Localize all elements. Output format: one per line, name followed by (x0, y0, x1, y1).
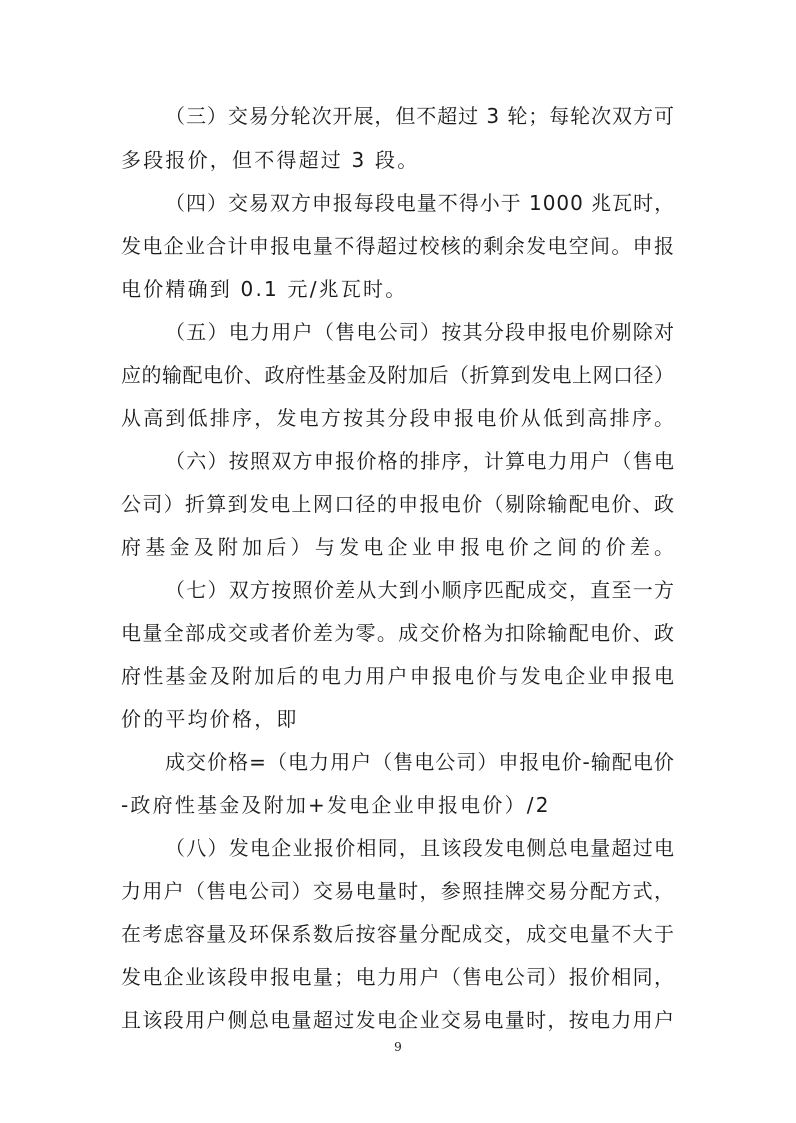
text-line (0, 914, 796, 954)
line-text: （八）发电企业报价相同，且该段发电侧总电量超过电 (165, 836, 676, 860)
text-line (0, 699, 796, 739)
line-text: 价的平均价格，即 (121, 707, 299, 731)
line-text: 电量全部成交或者价差为零。成交价格为扣除输配电价、政 (121, 621, 676, 645)
page-number: 9 (394, 1040, 402, 1054)
text-line (0, 441, 796, 481)
text-line (0, 1000, 796, 1040)
text-line (0, 785, 796, 825)
text-line (0, 398, 796, 438)
text-line (0, 871, 796, 911)
line-text: 发电企业该段申报电量；电力用户（售电公司）报价相同， (121, 965, 676, 989)
line-text: （六）按照双方申报价格的排序，计算电力用户（售电 (165, 449, 676, 473)
text-line (0, 269, 796, 309)
line-text: （四）交易双方申报每段电量不得小于 1000 兆瓦时， (165, 191, 676, 215)
text-line (0, 527, 796, 567)
line-text: （五）电力用户（售电公司）按其分段申报电价剔除对 (165, 320, 676, 344)
line-text: 应的输配电价、政府性基金及附加后（折算到发电上网口径） (121, 363, 675, 387)
text-line (0, 957, 796, 997)
text-line (0, 484, 796, 524)
line-text: 成交价格=（电力用户（售电公司）申报电价-输配电价 (165, 750, 675, 774)
text-line (0, 355, 796, 395)
text-line (0, 656, 796, 696)
line-text: （七）双方按照价差从大到小顺序匹配成交，直至一方 (165, 578, 676, 602)
line-text: 在考虑容量及环保系数后按容量分配成交，成交电量不大于 (121, 922, 676, 946)
line-text: -政府性基金及附加+发电企业申报电价）/2 (121, 793, 551, 817)
line-text: 电价精确到 0.1 元/兆瓦时。 (121, 277, 408, 301)
line-text: 且该段用户侧总电量超过发电企业交易电量时，按电力用户 (121, 1008, 676, 1032)
line-text: 从高到低排序，发电方按其分段申报电价从低到高排序。 (121, 406, 677, 430)
line-text: 多段报价，但不得超过 3 段。 (121, 148, 420, 172)
text-line (0, 828, 796, 868)
line-text: 发电企业合计申报电量不得超过校核的剩余发电空间。申报 (121, 234, 676, 258)
line-text: 力用户（售电公司）交易电量时，参照挂牌交易分配方式， (121, 879, 676, 903)
text-line (0, 613, 796, 653)
line-text: 府性基金及附加后的电力用户申报电价与发电企业申报电 (121, 664, 677, 688)
line-text: （三）交易分轮次开展，但不超过 3 轮；每轮次双方可 (165, 104, 675, 128)
text-line (0, 140, 796, 180)
text-line (0, 570, 796, 610)
line-text: 府基金及附加后）与发电企业申报电价之间的价差。 (121, 535, 679, 559)
text-line (0, 96, 796, 136)
text-line (0, 312, 796, 352)
text-line (0, 183, 796, 223)
text-line (0, 742, 796, 782)
line-text: 公司）折算到发电上网口径的申报电价（剔除输配电价、政 (121, 492, 676, 516)
text-line (0, 226, 796, 266)
